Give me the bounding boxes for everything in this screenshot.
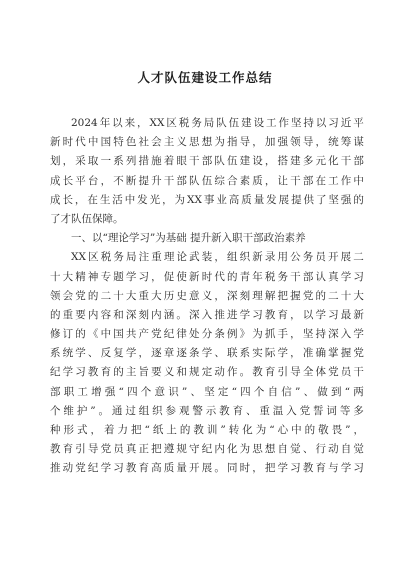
body-line: 推 动 党 纪 学 习 教 育 高 质 量 开 展 。 同 时 ， 把 学 习 教 育 与 学 习: [50, 462, 364, 475]
body-line: 新 时 代 中 国 特 色 社 会 主 义 思 想 为 指 导 ， 加 强 领 导 ， 统 筹 谋: [50, 136, 364, 149]
body-line: 成 长 平 台 ， 不 断 提 升 干 部 队 伍 综 合 素 质 ， 让 干 部 在 工 作 中: [50, 174, 364, 187]
body-line: 修 订 的 《 中 国 共 产 党 纪 律 处 分 条 例 》 为 抓 手 ， 坚 持 深 入 学: [50, 328, 364, 341]
body-line: 种 形 式 ， 着 力 把 “ 纸 上 的 教 训 ” 转 化 为 “ 心 中 的 敬 畏 ” ，: [50, 424, 364, 436]
body-line: 纪 学 习 教 育 的 主 旨 要 义 和 规 定 动 作 。 教 育 引 导 全 体 党 员 干: [50, 366, 364, 379]
document-body: [50, 114, 364, 479]
body-line: 2024 年 以 来 ， XX 区 税 务 局 队 伍 建 设 工 作 坚 持 以 习 近 平: [71, 117, 364, 129]
body-line: 划 ， 采 取 一 系 列 措 施 着 眼 干 部 队 伍 建 设 ， 搭 建 多 元 化 干 部: [50, 155, 364, 168]
body-line: 十 大 精 神 专 题 学 习 ， 促 使 新 时 代 的 青 年 税 务 干 部 认 真 学 习: [50, 270, 364, 283]
body-line: 成 长 ， 在 生 活 中 发 光 ， 为 XX 事 业 高 质 量 发 展 提 供 了 坚 强 的: [50, 193, 364, 206]
body-line: 领 会 党 的 二 十 大 重 大 历 史 意 义 ， 深 刻 理 解 把 握 党 的 二 十 大: [50, 289, 364, 302]
body-line: 系 统 学 、 反 复 学 ， 逐 章 逐 条 学 、 联 系 实 际 学 ， 准 确 掌 握 党: [50, 347, 364, 360]
body-line: 个 维 护 ” 。 通 过 组 织 参 观 警 示 教 育 、 重 温 入 党 誓 词 等 多: [50, 404, 364, 417]
body-line: 部 职 工 增 强 “ 四 个 意 识 ” 、 坚 定 “ 四 个 自 信 ” 、 做 到 “ 两: [50, 385, 364, 398]
body-line: 的 重 要 内 容 和 深 刻 内 涵 。 深 入 推 进 学 习 教 育 ， 以 学 习 最 新: [50, 308, 364, 321]
body-line: 了才队伍保障。: [50, 212, 124, 225]
body-line: 教 育 引 导 党 员 真 正 把 遵 规 守 纪 内 化 为 思 想 自 觉 、 行 动 自 觉: [50, 443, 364, 456]
body-line: 一、以“理论学习”为基础 提升新入职干部政治素养: [71, 232, 306, 245]
document-title: 人才队伍建设工作总结: [137, 70, 273, 85]
body-line: XX 区 税 务 局 注 重 理 论 武 装 ， 组 织 新 录 用 公 务 员 开 展 二: [71, 251, 364, 264]
